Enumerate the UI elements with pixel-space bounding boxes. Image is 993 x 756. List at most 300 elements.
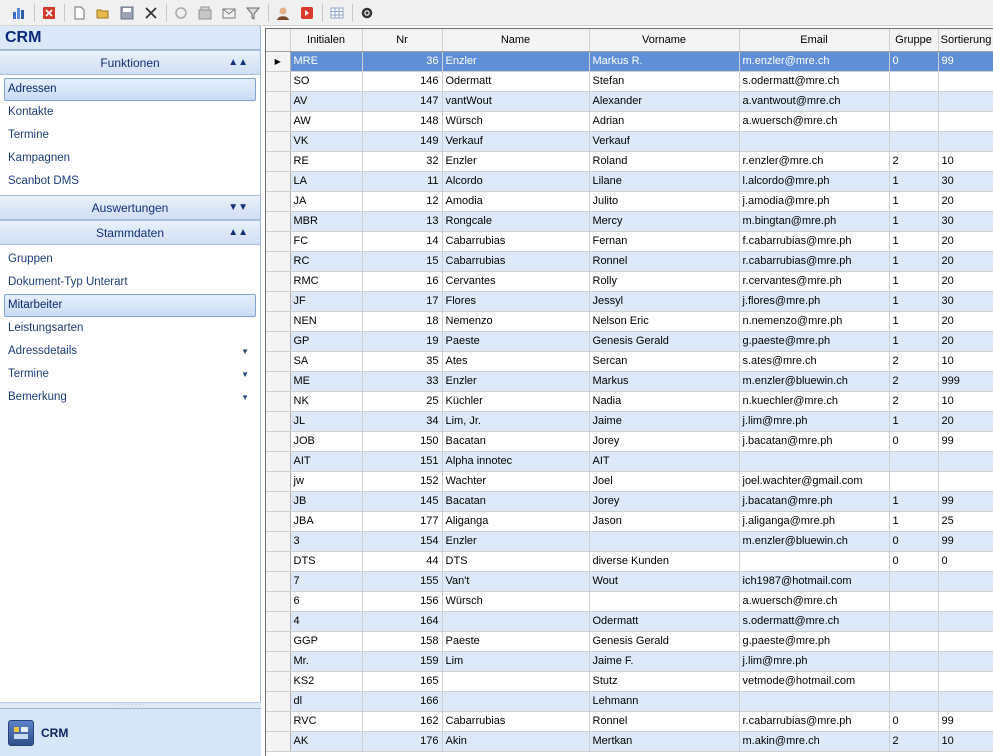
table-cell[interactable]: FC	[290, 231, 362, 251]
table-cell[interactable]	[938, 571, 993, 591]
table-cell[interactable]: 148	[362, 111, 442, 131]
table-cell[interactable]: 165	[362, 671, 442, 691]
table-cell[interactable]: a.vantwout@mre.ch	[739, 91, 889, 111]
table-cell[interactable]: 20	[938, 271, 993, 291]
row-indicator[interactable]	[266, 631, 290, 651]
table-cell[interactable]	[889, 91, 938, 111]
row-indicator[interactable]	[266, 731, 290, 751]
table-cell[interactable]: 1	[889, 191, 938, 211]
table-cell[interactable]: 6	[290, 591, 362, 611]
nav-item[interactable]	[4, 340, 256, 363]
row-indicator[interactable]	[266, 431, 290, 451]
row-indicator[interactable]	[266, 211, 290, 231]
table-cell[interactable]: Bacatan	[442, 491, 589, 511]
module-button-crm[interactable]	[0, 708, 261, 756]
table-cell[interactable]: dl	[290, 691, 362, 711]
table-cell[interactable]: r.cabarrubias@mre.ph	[739, 711, 889, 731]
table-cell[interactable]	[442, 611, 589, 631]
table-cell[interactable]: Küchler	[442, 391, 589, 411]
table-cell[interactable]: JB	[290, 491, 362, 511]
new-document-icon[interactable]	[68, 2, 90, 24]
row-indicator[interactable]	[266, 591, 290, 611]
dropdown-arrow-icon[interactable]: ▼	[241, 347, 249, 356]
table-cell[interactable]: Verkauf	[589, 131, 739, 151]
table-cell[interactable]: 30	[938, 211, 993, 231]
table-cell[interactable]: 11	[362, 171, 442, 191]
row-indicator[interactable]	[266, 711, 290, 731]
table-cell[interactable]	[442, 691, 589, 711]
chart-icon[interactable]	[8, 2, 30, 24]
column-header[interactable]: Vorname	[589, 29, 739, 51]
table-cell[interactable]: a.wuersch@mre.ch	[739, 591, 889, 611]
row-indicator[interactable]	[266, 571, 290, 591]
table-cell[interactable]: MBR	[290, 211, 362, 231]
table-cell[interactable]: Lehmann	[589, 691, 739, 711]
table-row[interactable]	[266, 651, 993, 671]
row-indicator[interactable]	[266, 691, 290, 711]
table-row[interactable]	[266, 551, 993, 571]
table-cell[interactable]: l.alcordo@mre.ph	[739, 171, 889, 191]
table-cell[interactable]: Mercy	[589, 211, 739, 231]
table-cell[interactable]: Van't	[442, 571, 589, 591]
settings-icon[interactable]	[356, 2, 378, 24]
table-cell[interactable]	[938, 671, 993, 691]
table-cell[interactable]: Odermatt	[442, 71, 589, 91]
table-cell[interactable]: Joel	[589, 471, 739, 491]
table-cell[interactable]	[938, 91, 993, 111]
dropdown-arrow-icon[interactable]: ▼	[241, 370, 249, 379]
table-cell[interactable]: 2	[889, 351, 938, 371]
table-cell[interactable]	[889, 631, 938, 651]
table-cell[interactable]: 33	[362, 371, 442, 391]
table-row[interactable]	[266, 371, 993, 391]
table-row[interactable]	[266, 231, 993, 251]
archive-icon[interactable]	[194, 2, 216, 24]
row-indicator[interactable]	[266, 231, 290, 251]
column-header[interactable]: Gruppe	[889, 29, 938, 51]
nav-item[interactable]	[4, 170, 256, 193]
table-cell[interactable]	[889, 111, 938, 131]
row-indicator[interactable]	[266, 111, 290, 131]
table-cell[interactable]: n.nemenzo@mre.ph	[739, 311, 889, 331]
table-cell[interactable]: f.cabarrubias@mre.ph	[739, 231, 889, 251]
table-cell[interactable]: m.akin@mre.ch	[739, 731, 889, 751]
filter-icon[interactable]	[242, 2, 264, 24]
table-cell[interactable]: RVC	[290, 711, 362, 731]
nav-item[interactable]	[4, 294, 256, 317]
table-cell[interactable]: 145	[362, 491, 442, 511]
table-cell[interactable]: ME	[290, 371, 362, 391]
row-indicator[interactable]: ▶	[266, 51, 290, 71]
table-cell[interactable]: 150	[362, 431, 442, 451]
table-cell[interactable]: joel.wachter@gmail.com	[739, 471, 889, 491]
group-header-stammdaten[interactable]	[0, 220, 260, 245]
table-cell[interactable]: 1	[889, 311, 938, 331]
table-cell[interactable]: Cabarrubias	[442, 251, 589, 271]
table-cell[interactable]: SA	[290, 351, 362, 371]
row-indicator[interactable]	[266, 271, 290, 291]
table-row[interactable]	[266, 691, 993, 711]
table-cell[interactable]: 149	[362, 131, 442, 151]
table-cell[interactable]: 177	[362, 511, 442, 531]
table-cell[interactable]: Nemenzo	[442, 311, 589, 331]
table-cell[interactable]: Mr.	[290, 651, 362, 671]
table-cell[interactable]: r.enzler@mre.ch	[739, 151, 889, 171]
table-cell[interactable]: Genesis Gerald	[589, 631, 739, 651]
table-cell[interactable]: 1	[889, 491, 938, 511]
table-cell[interactable]: 155	[362, 571, 442, 591]
row-indicator[interactable]	[266, 251, 290, 271]
row-indicator[interactable]	[266, 411, 290, 431]
table-cell[interactable]: 32	[362, 151, 442, 171]
row-indicator[interactable]	[266, 191, 290, 211]
refresh-icon[interactable]	[170, 2, 192, 24]
row-indicator[interactable]	[266, 671, 290, 691]
table-cell[interactable]: Paeste	[442, 331, 589, 351]
table-cell[interactable]: Julito	[589, 191, 739, 211]
table-cell[interactable]: Lilane	[589, 171, 739, 191]
table-row[interactable]	[266, 471, 993, 491]
table-row[interactable]	[266, 591, 993, 611]
table-cell[interactable]: Rongcale	[442, 211, 589, 231]
table-cell[interactable]	[889, 651, 938, 671]
table-cell[interactable]: j.amodia@mre.ph	[739, 191, 889, 211]
table-cell[interactable]: 176	[362, 731, 442, 751]
table-cell[interactable]: ich1987@hotmail.com	[739, 571, 889, 591]
row-indicator[interactable]	[266, 471, 290, 491]
table-row[interactable]	[266, 311, 993, 331]
table-cell[interactable]: 2	[889, 151, 938, 171]
table-cell[interactable]: Alcordo	[442, 171, 589, 191]
table-cell[interactable]	[938, 691, 993, 711]
table-cell[interactable]: 30	[938, 291, 993, 311]
row-indicator[interactable]	[266, 371, 290, 391]
row-indicator[interactable]	[266, 551, 290, 571]
table-cell[interactable]: Jorey	[589, 491, 739, 511]
table-cell[interactable]: 99	[938, 51, 993, 71]
row-indicator[interactable]	[266, 171, 290, 191]
table-cell[interactable]: m.enzler@bluewin.ch	[739, 371, 889, 391]
table-cell[interactable]	[938, 451, 993, 471]
table-cell[interactable]: s.odermatt@mre.ch	[739, 71, 889, 91]
table-cell[interactable]: Jessyl	[589, 291, 739, 311]
table-cell[interactable]: LA	[290, 171, 362, 191]
table-cell[interactable]: Enzler	[442, 51, 589, 71]
table-row[interactable]	[266, 411, 993, 431]
table-cell[interactable]: GP	[290, 331, 362, 351]
table-cell[interactable]: Würsch	[442, 591, 589, 611]
table-cell[interactable]: 20	[938, 331, 993, 351]
table-row[interactable]	[266, 711, 993, 731]
table-cell[interactable]: 99	[938, 531, 993, 551]
nav-item[interactable]	[4, 317, 256, 340]
table-cell[interactable]: 25	[362, 391, 442, 411]
table-cell[interactable]: Jason	[589, 511, 739, 531]
table-cell[interactable]: 10	[938, 731, 993, 751]
exit-icon[interactable]	[38, 2, 60, 24]
row-indicator[interactable]	[266, 331, 290, 351]
table-row[interactable]	[266, 571, 993, 591]
table-cell[interactable]: Aliganga	[442, 511, 589, 531]
row-indicator[interactable]	[266, 151, 290, 171]
table-cell[interactable]	[938, 651, 993, 671]
table-cell[interactable]: 2	[889, 371, 938, 391]
open-folder-icon[interactable]	[92, 2, 114, 24]
table-cell[interactable]	[889, 691, 938, 711]
table-cell[interactable]: Ronnel	[589, 711, 739, 731]
table-cell[interactable]: j.aliganga@mre.ph	[739, 511, 889, 531]
table-cell[interactable]: Jaime F.	[589, 651, 739, 671]
table-cell[interactable]: Akin	[442, 731, 589, 751]
table-row[interactable]	[266, 211, 993, 231]
table-cell[interactable]	[938, 631, 993, 651]
table-cell[interactable]: 19	[362, 331, 442, 351]
table-cell[interactable]: 20	[938, 191, 993, 211]
table-cell[interactable]: 0	[889, 51, 938, 71]
table-cell[interactable]: 0	[889, 711, 938, 731]
table-cell[interactable]	[938, 591, 993, 611]
column-header[interactable]: Name	[442, 29, 589, 51]
table-cell[interactable]: Rolly	[589, 271, 739, 291]
table-cell[interactable]: 20	[938, 231, 993, 251]
table-cell[interactable]: 20	[938, 311, 993, 331]
column-header[interactable]: Nr	[362, 29, 442, 51]
table-cell[interactable]: j.bacatan@mre.ph	[739, 491, 889, 511]
group-header-funktionen[interactable]	[0, 50, 260, 75]
table-cell[interactable]: Sercan	[589, 351, 739, 371]
table-row[interactable]	[266, 251, 993, 271]
table-cell[interactable]: 147	[362, 91, 442, 111]
table-cell[interactable]: AK	[290, 731, 362, 751]
grid-icon[interactable]	[326, 2, 348, 24]
table-cell[interactable]: r.cervantes@mre.ph	[739, 271, 889, 291]
table-cell[interactable]: a.wuersch@mre.ch	[739, 111, 889, 131]
table-cell[interactable]: Wachter	[442, 471, 589, 491]
table-cell[interactable]: 25	[938, 511, 993, 531]
dropdown-arrow-icon[interactable]: ▼	[241, 393, 249, 402]
data-grid[interactable]	[265, 28, 993, 756]
table-cell[interactable]: Alexander	[589, 91, 739, 111]
row-indicator[interactable]	[266, 451, 290, 471]
table-cell[interactable]: Nadia	[589, 391, 739, 411]
table-cell[interactable]: 18	[362, 311, 442, 331]
table-cell[interactable]: JF	[290, 291, 362, 311]
table-cell[interactable]: j.lim@mre.ph	[739, 651, 889, 671]
table-cell[interactable]: MRE	[290, 51, 362, 71]
table-cell[interactable]: m.enzler@bluewin.ch	[739, 531, 889, 551]
table-cell[interactable]	[889, 671, 938, 691]
table-cell[interactable]: Lim, Jr.	[442, 411, 589, 431]
table-cell[interactable]: Enzler	[442, 151, 589, 171]
row-indicator[interactable]	[266, 531, 290, 551]
nav-item[interactable]	[4, 271, 256, 294]
table-cell[interactable]: 1	[889, 331, 938, 351]
table-cell[interactable]: NEN	[290, 311, 362, 331]
table-cell[interactable]: 166	[362, 691, 442, 711]
table-cell[interactable]: 15	[362, 251, 442, 271]
table-row[interactable]	[266, 731, 993, 751]
table-cell[interactable]: 12	[362, 191, 442, 211]
row-indicator[interactable]	[266, 491, 290, 511]
table-cell[interactable]: 20	[938, 251, 993, 271]
table-cell[interactable]: JOB	[290, 431, 362, 451]
save-icon[interactable]	[116, 2, 138, 24]
table-cell[interactable]: Ates	[442, 351, 589, 371]
group-header-auswertungen[interactable]	[0, 195, 260, 220]
table-cell[interactable]: diverse Kunden	[589, 551, 739, 571]
table-cell[interactable]: 4	[290, 611, 362, 631]
table-cell[interactable]: AIT	[290, 451, 362, 471]
table-cell[interactable]: 99	[938, 711, 993, 731]
row-indicator[interactable]	[266, 351, 290, 371]
table-cell[interactable]: 0	[889, 551, 938, 571]
row-indicator[interactable]	[266, 91, 290, 111]
row-indicator[interactable]	[266, 71, 290, 91]
column-header[interactable]: Email	[739, 29, 889, 51]
table-cell[interactable]	[889, 611, 938, 631]
table-cell[interactable]	[739, 551, 889, 571]
table-cell[interactable]: AW	[290, 111, 362, 131]
table-cell[interactable]: 10	[938, 351, 993, 371]
table-cell[interactable]	[889, 591, 938, 611]
table-cell[interactable]: jw	[290, 471, 362, 491]
table-cell[interactable]: Markus	[589, 371, 739, 391]
table-row[interactable]	[266, 431, 993, 451]
table-cell[interactable]: DTS	[290, 551, 362, 571]
table-cell[interactable]: Bacatan	[442, 431, 589, 451]
row-indicator[interactable]	[266, 511, 290, 531]
table-cell[interactable]: g.paeste@mre.ph	[739, 331, 889, 351]
email-icon[interactable]	[218, 2, 240, 24]
nav-item[interactable]	[4, 124, 256, 147]
table-cell[interactable]: Flores	[442, 291, 589, 311]
table-cell[interactable]: Paeste	[442, 631, 589, 651]
table-cell[interactable]: Odermatt	[589, 611, 739, 631]
table-cell[interactable]: Genesis Gerald	[589, 331, 739, 351]
nav-item[interactable]	[4, 386, 256, 409]
table-cell[interactable]: Alpha innotec	[442, 451, 589, 471]
table-row[interactable]	[266, 631, 993, 651]
nav-item[interactable]	[4, 101, 256, 124]
table-cell[interactable]: 158	[362, 631, 442, 651]
table-cell[interactable]: SO	[290, 71, 362, 91]
row-indicator[interactable]	[266, 611, 290, 631]
table-cell[interactable]: 7	[290, 571, 362, 591]
table-cell[interactable]: Roland	[589, 151, 739, 171]
table-cell[interactable]	[938, 131, 993, 151]
table-cell[interactable]: NK	[290, 391, 362, 411]
table-row[interactable]	[266, 331, 993, 351]
table-row[interactable]	[266, 131, 993, 151]
table-cell[interactable]: 17	[362, 291, 442, 311]
record-icon[interactable]	[296, 2, 318, 24]
table-cell[interactable]: vantWout	[442, 91, 589, 111]
table-cell[interactable]: JBA	[290, 511, 362, 531]
table-cell[interactable]	[589, 591, 739, 611]
table-cell[interactable]: Cabarrubias	[442, 711, 589, 731]
table-cell[interactable]: 164	[362, 611, 442, 631]
table-cell[interactable]: AV	[290, 91, 362, 111]
table-row[interactable]	[266, 171, 993, 191]
table-cell[interactable]: j.lim@mre.ph	[739, 411, 889, 431]
table-cell[interactable]: 13	[362, 211, 442, 231]
table-cell[interactable]: AIT	[589, 451, 739, 471]
table-cell[interactable]: j.flores@mre.ph	[739, 291, 889, 311]
table-cell[interactable]	[442, 671, 589, 691]
table-cell[interactable]: 1	[889, 291, 938, 311]
table-cell[interactable]: DTS	[442, 551, 589, 571]
table-cell[interactable]: 36	[362, 51, 442, 71]
table-cell[interactable]	[589, 531, 739, 551]
table-cell[interactable]	[938, 71, 993, 91]
nav-item[interactable]	[4, 147, 256, 170]
table-cell[interactable]	[739, 131, 889, 151]
table-cell[interactable]: 1	[889, 251, 938, 271]
table-cell[interactable]: RC	[290, 251, 362, 271]
table-cell[interactable]: 2	[889, 391, 938, 411]
table-row[interactable]	[266, 491, 993, 511]
table-cell[interactable]: j.bacatan@mre.ph	[739, 431, 889, 451]
column-header[interactable]: Initialen	[290, 29, 362, 51]
table-cell[interactable]: 1	[889, 511, 938, 531]
table-cell[interactable]: 151	[362, 451, 442, 471]
table-cell[interactable]: Fernan	[589, 231, 739, 251]
table-row[interactable]	[266, 351, 993, 371]
table-cell[interactable]: 10	[938, 151, 993, 171]
table-cell[interactable]: Ronnel	[589, 251, 739, 271]
table-cell[interactable]: 0	[889, 431, 938, 451]
table-cell[interactable]: 0	[889, 531, 938, 551]
nav-item[interactable]	[4, 248, 256, 271]
nav-item[interactable]	[4, 363, 256, 386]
table-row[interactable]	[266, 611, 993, 631]
table-cell[interactable]: 44	[362, 551, 442, 571]
table-cell[interactable]: g.paeste@mre.ph	[739, 631, 889, 651]
nav-item[interactable]	[4, 78, 256, 101]
table-cell[interactable]	[889, 471, 938, 491]
row-indicator[interactable]	[266, 291, 290, 311]
table-cell[interactable]	[938, 471, 993, 491]
table-cell[interactable]: Enzler	[442, 371, 589, 391]
table-row[interactable]	[266, 151, 993, 171]
table-cell[interactable]: 35	[362, 351, 442, 371]
table-cell[interactable]: 1	[889, 411, 938, 431]
column-header[interactable]: Sortierung	[938, 29, 993, 51]
table-cell[interactable]: 1	[889, 231, 938, 251]
table-row[interactable]	[266, 271, 993, 291]
table-cell[interactable]: 162	[362, 711, 442, 731]
table-cell[interactable]: Jorey	[589, 431, 739, 451]
table-cell[interactable]: Verkauf	[442, 131, 589, 151]
table-cell[interactable]: Wout	[589, 571, 739, 591]
table-cell[interactable]: 99	[938, 431, 993, 451]
row-indicator[interactable]	[266, 311, 290, 331]
table-cell[interactable]: GGP	[290, 631, 362, 651]
table-row[interactable]	[266, 71, 993, 91]
table-cell[interactable]: r.cabarrubias@mre.ph	[739, 251, 889, 271]
table-cell[interactable]: Enzler	[442, 531, 589, 551]
table-cell[interactable]	[889, 571, 938, 591]
table-cell[interactable]	[938, 611, 993, 631]
table-row[interactable]	[266, 51, 993, 71]
table-cell[interactable]: 3	[290, 531, 362, 551]
table-cell[interactable]: Stutz	[589, 671, 739, 691]
table-cell[interactable]: Cabarrubias	[442, 231, 589, 251]
table-cell[interactable]	[938, 111, 993, 131]
table-cell[interactable]: Cervantes	[442, 271, 589, 291]
table-cell[interactable]: Amodia	[442, 191, 589, 211]
table-cell[interactable]: Lim	[442, 651, 589, 671]
